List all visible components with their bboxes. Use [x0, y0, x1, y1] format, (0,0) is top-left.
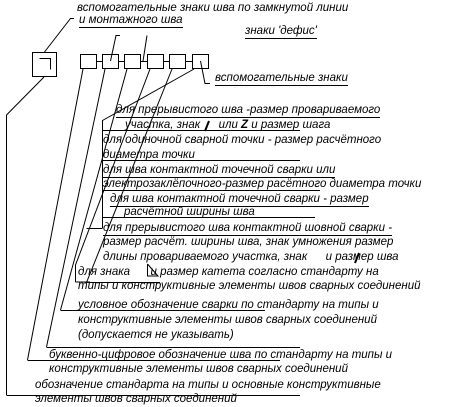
contact-width-line1: для шва контактной точечной сварки - размер [110, 193, 369, 205]
intermittent-seam-line3-a: длины провариваемого участка, знак [103, 251, 308, 263]
field-box-3 [125, 55, 141, 69]
intermittent-z-sign: Z [241, 119, 249, 131]
intermittent-line2-b: или [218, 119, 238, 131]
label-aux-closed-line: вспомогательные знаки шва по замкнутой линии [77, 2, 349, 14]
alnum-line2: конструктивные элементы швов сварных соединений [49, 363, 348, 375]
intermittent-line2 [125, 118, 330, 132]
label-mounting-seam: и монтажного шва [79, 14, 183, 26]
intermittent-line2-c: и размер шага [251, 119, 331, 131]
single-spot-line2: диаметра точки [103, 149, 195, 161]
leg-size-line1-a: для знака [78, 266, 131, 278]
intermittent-seam-line1: для прерывистого шва контактной шовной сварки - [103, 222, 393, 234]
intermittent-seam-line3 [103, 250, 399, 264]
field-box-5 [170, 55, 186, 69]
contact-spot-line2: электрозаклёпочного-размер расётного диаметра точки [103, 178, 422, 190]
intermittent-seam-line3-b: и размер шва [325, 251, 399, 263]
contact-width-line2: расчётной ширины шва [124, 206, 255, 218]
conventional-line2: конструктивные элементы швов сварных соединений [78, 314, 377, 326]
leader-closed-box [7, 77, 45, 395]
closed-line-sign-mark [40, 59, 51, 70]
alnum-line1: буквенно-цифровое обозначение шва по стандарту на типы и [49, 349, 393, 361]
leader-closed-line [45, 19, 75, 53]
intermittent-line1: для прерывистого шва -размер провариваемого [116, 104, 381, 116]
single-spot-line1: для одиночной сварной точки - размер расчётного [103, 134, 382, 146]
closed-line-sign-box [33, 53, 57, 77]
intermittent-line2-a: участка, знак [125, 119, 201, 131]
label-aux-signs: вспомогательные знаки [215, 72, 348, 84]
label-hyphen-signs: знаки 'дефис' [245, 25, 317, 37]
conventional-line1: условное обозначение сварки по стандарту на типы и [78, 299, 379, 311]
field-box-4 [148, 55, 164, 69]
standard-line2: элементы швов сварных соединений [35, 393, 237, 405]
conventional-line3: (допускается не указывать) [78, 329, 234, 341]
intermittent-seam-line2: размер расчёт. ширины шва, знак умножения размер [103, 236, 394, 248]
leg-size-line1 [78, 265, 379, 279]
leg-size-line1-b: и размер катета согласно стандарту на [150, 266, 379, 278]
contact-spot-line1: для шва контактной точечной сварки или [103, 164, 336, 176]
leg-size-line2: типы и конструктивные элементы швов сварных соединений [78, 280, 421, 292]
field-box-1 [81, 55, 97, 69]
field-box-2 [103, 55, 119, 69]
standard-line1: обозначение стандарта на типы и основные конструктивные [35, 379, 381, 391]
